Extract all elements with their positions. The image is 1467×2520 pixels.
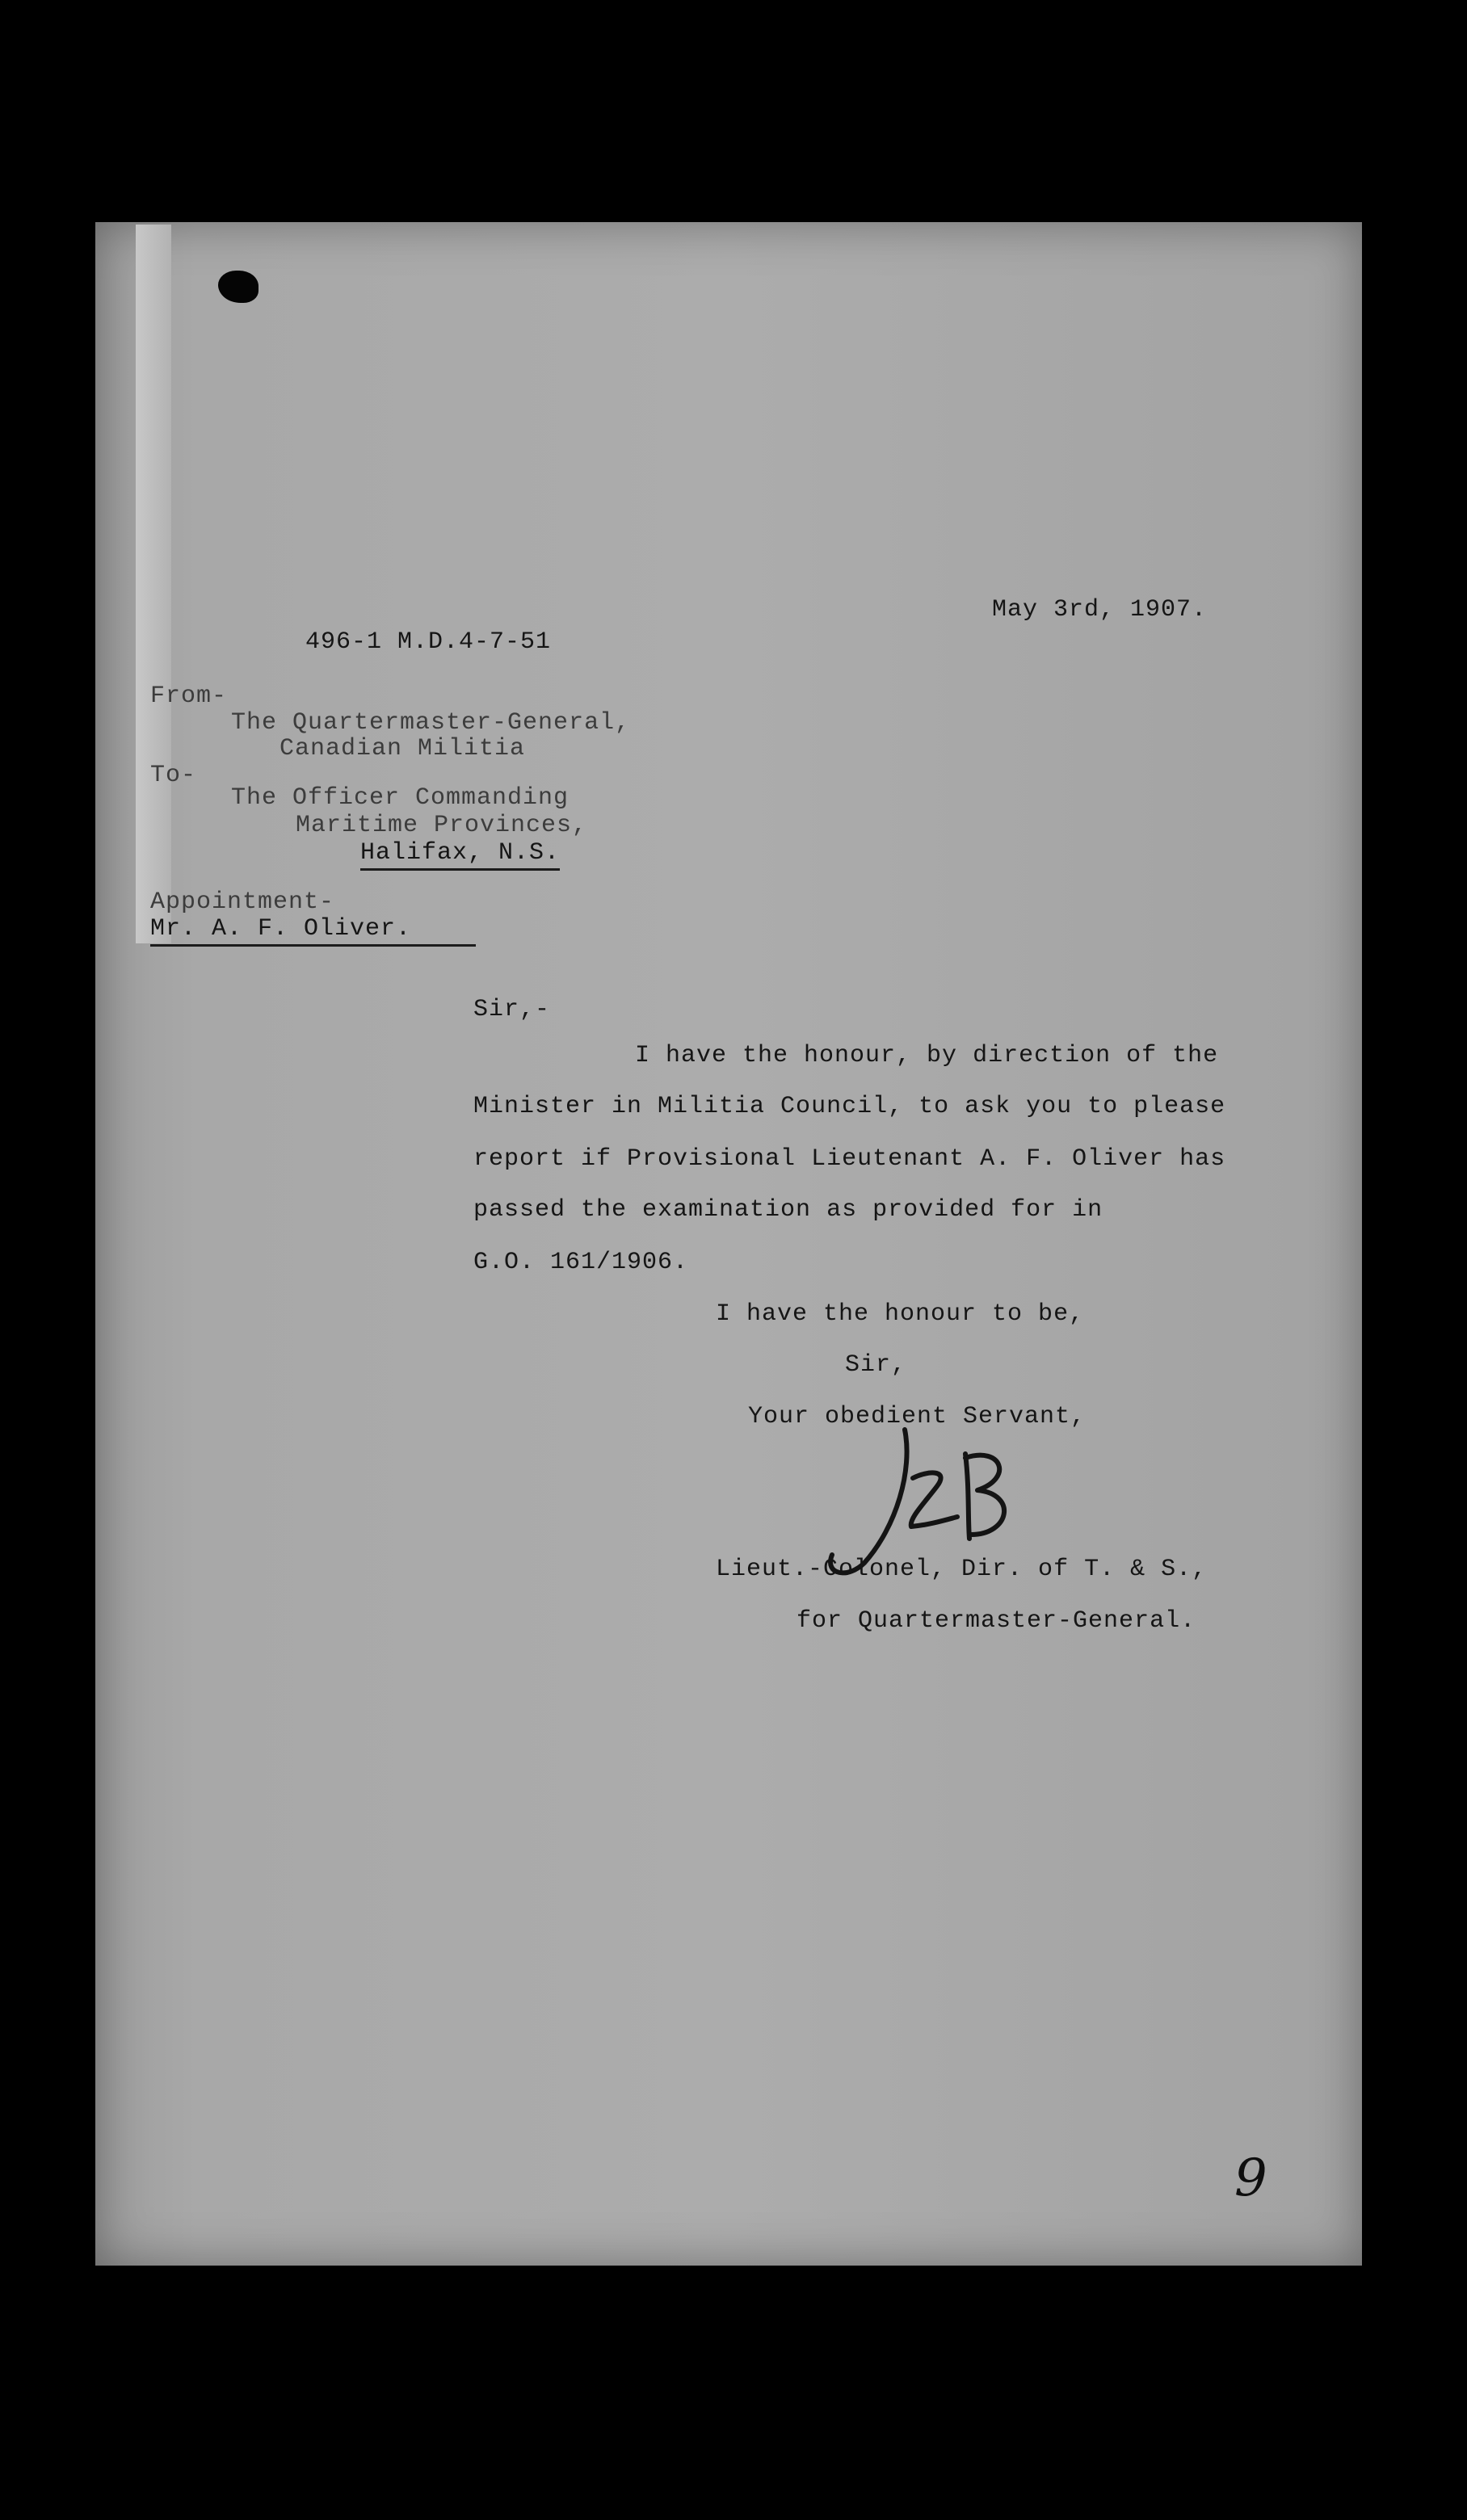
body-line-3: report if Provisional Lieutenant A. F. Oliver has xyxy=(473,1145,1226,1173)
body-line-4: passed the examination as provided for in xyxy=(473,1196,1103,1224)
closing-line-3: Your obedient Servant, xyxy=(748,1403,1087,1430)
body-line-2: Minister in Militia Council, to ask you to please xyxy=(473,1093,1226,1120)
subject-name: Mr. A. F. Oliver. xyxy=(150,915,476,947)
from-label: From- xyxy=(150,682,228,710)
subject-label: Appointment- xyxy=(150,888,335,916)
closing-line-1: I have the honour to be, xyxy=(716,1300,1085,1328)
signer-for: for Quartermaster-General. xyxy=(797,1607,1196,1635)
to-label: To- xyxy=(150,762,197,789)
to-line-3: Halifax, N.S. xyxy=(360,839,560,871)
paper-fold-edge xyxy=(136,225,171,943)
letter-date: May 3rd, 1907. xyxy=(992,596,1208,624)
body-line-1: I have the honour, by direction of the xyxy=(635,1042,1219,1069)
from-line-2: Canadian Militia xyxy=(280,735,526,762)
closing-line-2: Sir, xyxy=(845,1351,907,1379)
from-line-1: The Quartermaster-General, xyxy=(231,709,631,737)
body-line-5: G.O. 161/1906. xyxy=(473,1249,689,1276)
to-line-2: Maritime Provinces, xyxy=(296,812,588,839)
signer-title: Lieut.-Colonel, Dir. of T. & S., xyxy=(716,1556,1208,1583)
salutation: Sir,- xyxy=(473,996,551,1023)
to-line-1: The Officer Commanding xyxy=(231,784,570,812)
letter-page xyxy=(95,222,1362,2266)
page-number: 9 xyxy=(1234,2148,1267,2208)
file-reference: 496-1 M.D.4-7-51 xyxy=(305,628,552,656)
